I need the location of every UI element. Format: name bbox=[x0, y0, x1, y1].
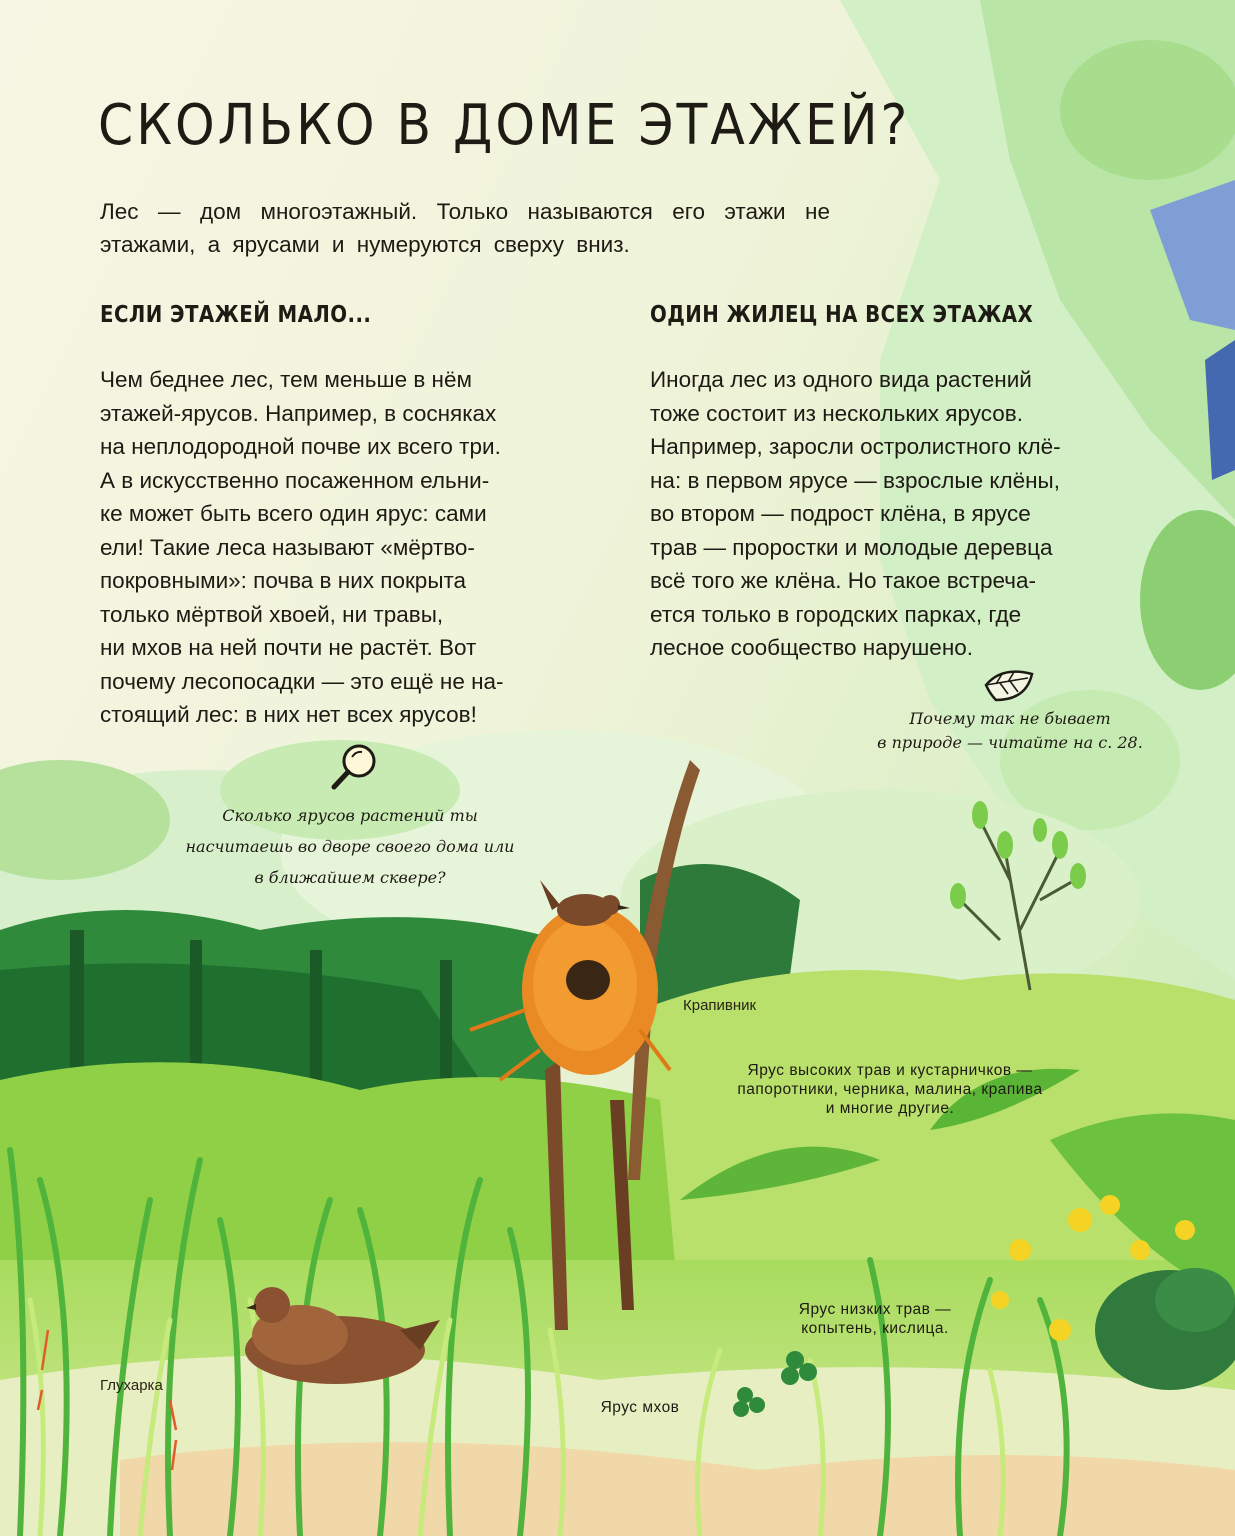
left-heading: ЕСЛИ ЭТАЖЕЙ МАЛО... bbox=[100, 302, 372, 328]
leaf-icon bbox=[982, 664, 1036, 706]
question-note: Сколько ярусов растений ты насчитаешь во дворе своего дома или в ближайшем сквере? bbox=[185, 806, 515, 887]
label-wren: Крапивник bbox=[683, 997, 757, 1014]
lead-paragraph: Лес — дом многоэтажный. Только называются его этажи не этажами, а ярусами и нумеруются сверху вниз. bbox=[100, 199, 830, 257]
label-low-herbs-tier: Ярус низких трав — копытень, кислица. bbox=[798, 1301, 952, 1337]
label-tall-herbs-tier: Ярус высоких трав и кустарничков — папоротники, черника, малина, крапива и многие другие. bbox=[737, 1062, 1043, 1117]
label-capercaillie: Глухарка bbox=[100, 1377, 163, 1394]
label-moss-tier: Ярус мхов bbox=[600, 1399, 680, 1416]
right-body-text: Иногда лес из одного вида растений тоже состоит из нескольких ярусов. Например, заросли остролистного клё- на: в первом ярусе — взрослые клёны, во втором — подрост клёна, в ярусе трав — проростки и молодые деревца всё того же клёна. Но такое встреча- ется только в городских парках, где лесное сообщество нарушено. bbox=[650, 367, 1061, 660]
page-title: СКОЛЬКО В ДОМЕ ЭТАЖЕЙ? bbox=[98, 93, 911, 158]
magnifier-icon bbox=[328, 741, 380, 793]
left-body-text: Чем беднее лес, тем меньше в нём этажей-ярусов. Например, в сосняках на неплодородной почве их всего три. А в искусственно посаженном ельни- ке может быть всего один ярус: сами ели! Такие леса называют «мёртво- покровными»: почва в них покрыта только мёртвой хвоей, ни травы, ни мхов на ней почти не растёт. Вот почему лесопосадки — это ещё не на- стоящий лес: в них нет всех ярусов! bbox=[100, 367, 504, 727]
right-heading: ОДИН ЖИЛЕЦ НА ВСЕХ ЭТАЖАХ bbox=[650, 302, 1034, 328]
reference-note: Почему так не бывает в природе — читайте на с. 28. bbox=[877, 709, 1143, 752]
